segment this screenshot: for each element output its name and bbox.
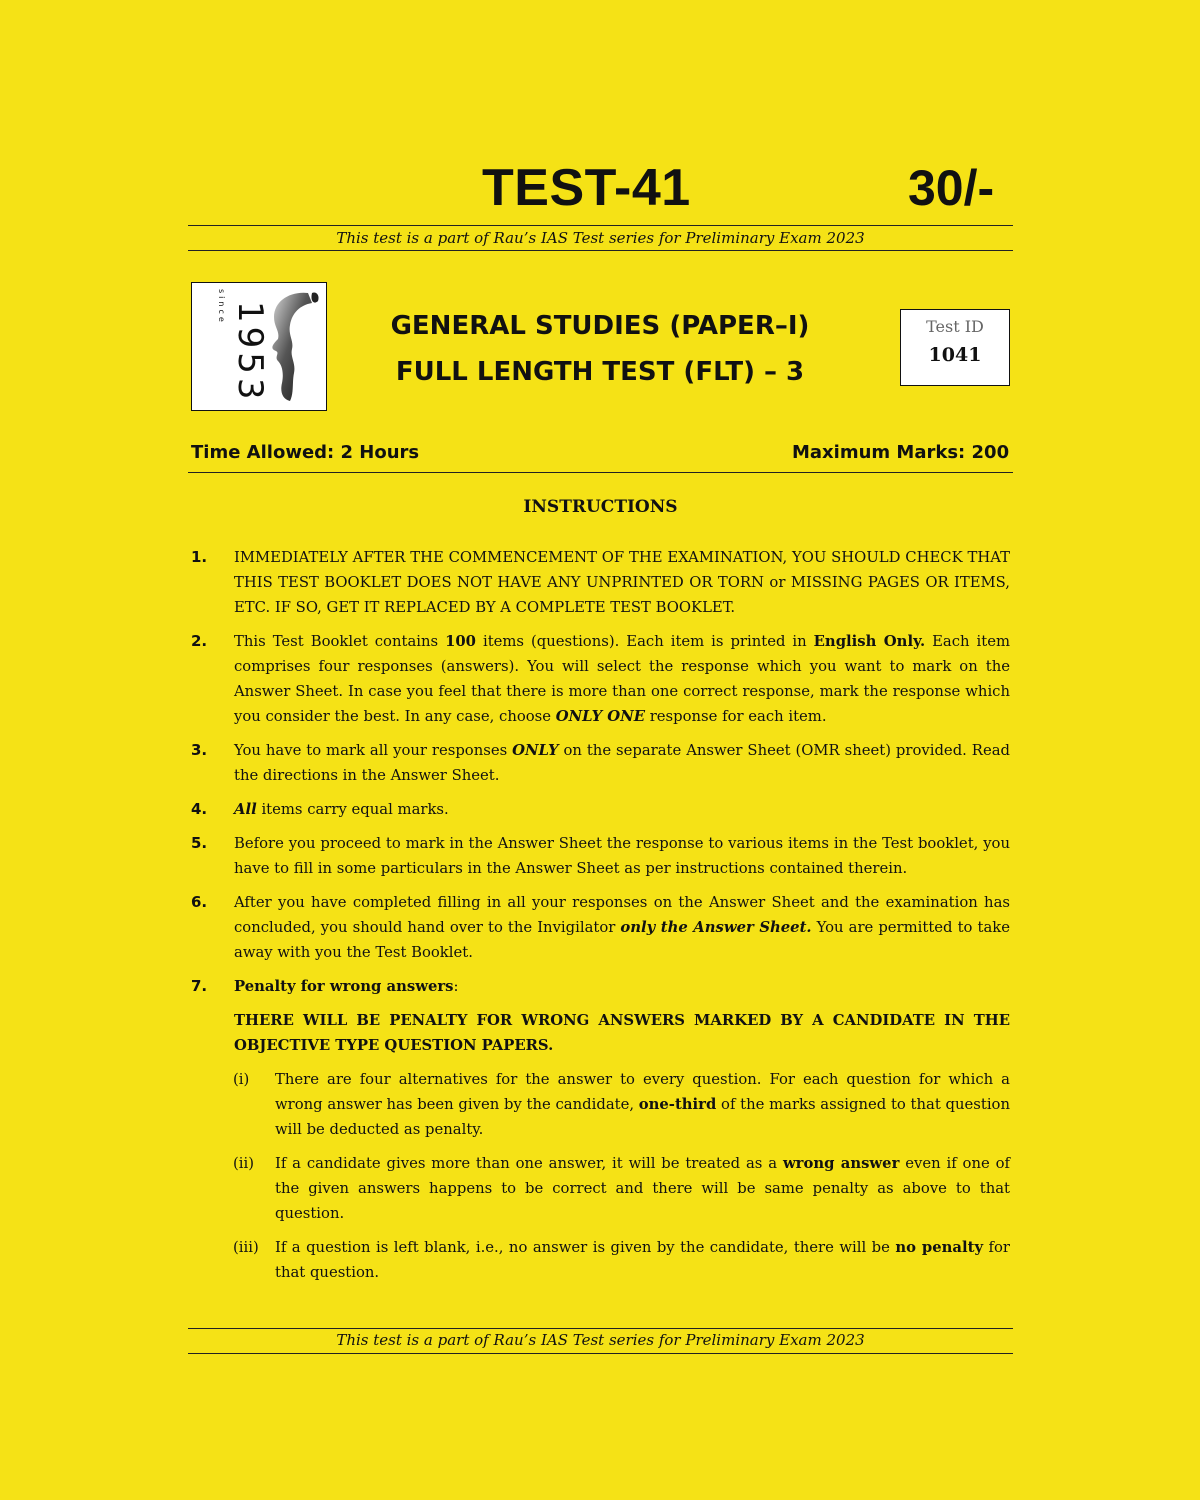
price: 30/- — [908, 160, 995, 216]
time-allowed: Time Allowed: 2 Hours — [191, 442, 420, 463]
logo-year: 1953 — [230, 301, 270, 404]
instruction-number: 3. — [191, 741, 208, 759]
footer-divider — [188, 1328, 1013, 1329]
footer-divider-lower — [188, 1353, 1013, 1354]
instruction-number: 7. — [191, 977, 208, 995]
test-id-box — [900, 309, 1010, 386]
logo-since-label: since — [217, 289, 226, 325]
instruction-number: 5. — [191, 834, 208, 852]
top-divider-lower — [188, 250, 1013, 251]
test-id-value: 1041 — [928, 344, 982, 366]
instruction-number: 2. — [191, 632, 208, 650]
sub-item-text: If a candidate gives more than one answer, it will be treated as a wrong answer even if one of the given answers happens to be correct and there will be same penalty as above to that question. — [275, 1155, 1010, 1222]
maximum-marks: Maximum Marks: 200 — [792, 442, 1010, 463]
sub-item-number: (iii) — [233, 1239, 259, 1256]
instruction-number: 4. — [191, 800, 208, 818]
instructions-heading: INSTRUCTIONS — [523, 497, 678, 517]
series-note-top: This test is a part of Rau’s IAS Test series for Preliminary Exam 2023 — [336, 229, 865, 247]
top-divider — [188, 225, 1013, 226]
sub-item-text: If a question is left blank, i.e., no answer is given by the candidate, there will be no penalty for that question. — [275, 1239, 1010, 1281]
instruction-text: Penalty for wrong answers: — [234, 978, 459, 995]
instruction-text: This Test Booklet contains 100 items (questions). Each item is printed in English Only. Each item comprises four responses (answers). You will select the response which you want to mark on the Answer Sheet. In case you feel that there is more than one correct response, mark the response which you consider the best. In any case, choose ONLY ONE response for each item. — [234, 633, 1010, 725]
instruction-text: You have to mark all your responses ONLY on the separate Answer Sheet (OMR sheet) provided. Read the directions in the Answer Sheet. — [234, 742, 1010, 784]
series-note-bottom: This test is a part of Rau’s IAS Test series for Preliminary Exam 2023 — [336, 1331, 865, 1349]
penalty-warning: THERE WILL BE PENALTY FOR WRONG ANSWERS MARKED BY A CANDIDATE IN THE OBJECTIVE TYPE QUESTION PAPERS. — [234, 1012, 1010, 1054]
instruction-number: 1. — [191, 548, 208, 566]
instruction-text: Before you proceed to mark in the Answer Sheet the response to various items in the Test booklet, you have to fill in some particulars in the Answer Sheet as per instructions contained therein. — [234, 835, 1010, 877]
paper-title-line2: FULL LENGTH TEST (FLT) – 3 — [395, 357, 805, 387]
paper-title-line1: GENERAL STUDIES (PAPER–I) — [390, 311, 810, 341]
meta-divider — [188, 472, 1013, 473]
instruction-text: IMMEDIATELY AFTER THE COMMENCEMENT OF THE EXAMINATION, YOU SHOULD CHECK THAT THIS TEST BOOKLET DOES NOT HAVE ANY UNPRINTED OR TORN or MISSING PAGES OR ITEMS, ETC. IF SO, GET IT REPLACED BY A COMPLETE TEST BOOKLET. — [234, 549, 1010, 616]
test-id-label: Test ID — [926, 317, 984, 336]
instruction-text: All items carry equal marks. — [234, 801, 449, 818]
instruction-text: After you have completed filling in all your responses on the Answer Sheet and the examination has concluded, you should hand over to the Invigilator only the Answer Sheet. You are permitted to take away with you the Test Booklet. — [234, 894, 1010, 961]
sub-item-text: There are four alternatives for the answer to every question. For each question for which a wrong answer has been given by the candidate, one-third of the marks assigned to that question will be deducted as penalty. — [275, 1071, 1010, 1138]
sub-item-number: (i) — [233, 1071, 250, 1088]
test-title: TEST-41 — [482, 159, 691, 217]
sub-item-number: (ii) — [233, 1155, 255, 1172]
instruction-number: 6. — [191, 893, 208, 911]
